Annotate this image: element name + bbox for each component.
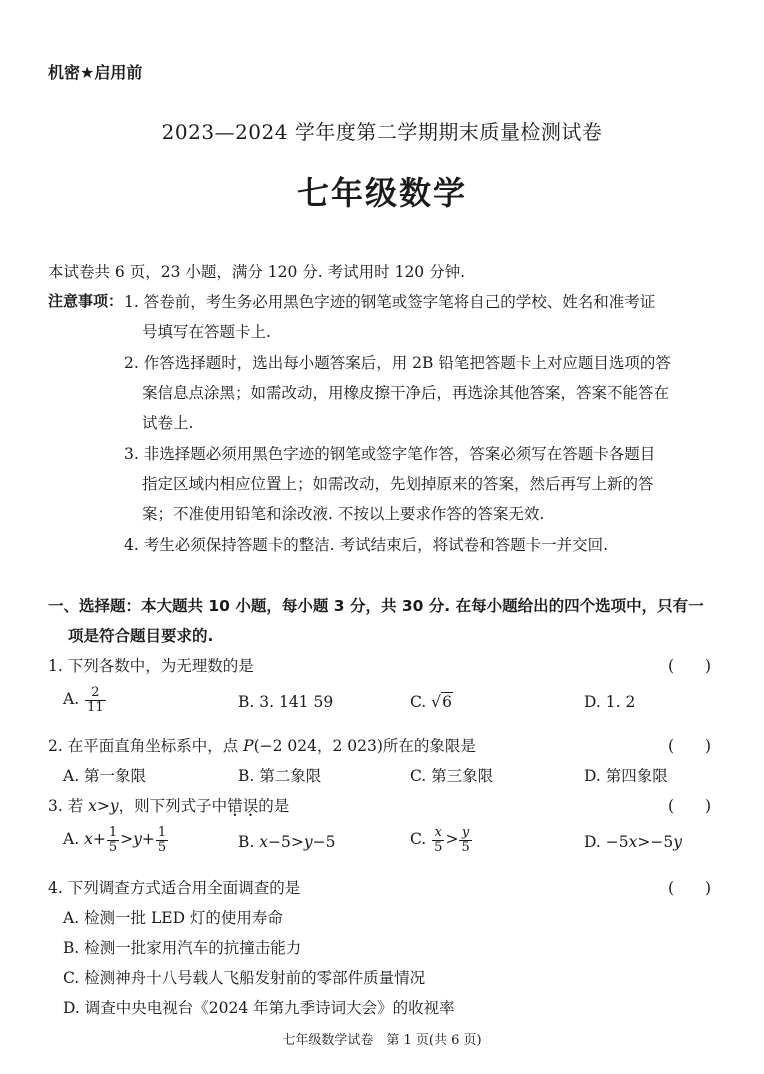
exam-intro: 本试卷共 6 页，23 小题，满分 120 分. 考试用时 120 分钟.	[48, 263, 466, 281]
answer-paren: ( )	[668, 797, 712, 815]
fraction: $\frac{1}{5}$	[157, 825, 167, 855]
question-4-stem: 4. 下列调查方式适合用全面调查的是	[48, 879, 301, 897]
note-line: 4. 考生必须保持答题卡的整洁. 考试结束后，将试卷和答题卡一并交回.	[124, 536, 608, 554]
q1-option-a: A. $\frac{2}{11}$	[63, 685, 104, 715]
q2-option-c: C. 第三象限	[410, 767, 494, 785]
confidential-mark: 机密★启用前	[48, 63, 143, 82]
q4-option-d: D. 调查中央电视台《2024 年第九季诗词大会》的收视率	[63, 999, 455, 1017]
fraction: $\frac{x}{5}$	[434, 825, 443, 855]
q3-option-b: B. x−5>y−5	[238, 833, 336, 851]
q3-option-d: D. −5x>−5y	[584, 833, 682, 851]
q4-option-c: C. 检测神舟十八号载人飞船发射前的零部件质量情况	[63, 969, 426, 987]
notes-label: 注意事项：	[48, 292, 124, 310]
q1-option-c: C. √6	[410, 693, 452, 711]
note-line: 2. 作答选择题时，选出每小题答案后，用 2B 铅笔把答题卡上对应题目选项的答	[124, 354, 671, 372]
q3-option-a: A. x+ $\frac{1}{5}$ >y+ $\frac{1}{5}$	[63, 825, 167, 855]
answer-paren: ( )	[668, 737, 712, 755]
question-3-stem: 3. 若 x>y，则下列式子中错误的是	[48, 797, 290, 815]
q3-option-c: C. $\frac{x}{5}$ > $\frac{y}{5}$	[410, 825, 470, 855]
q2-option-d: D. 第四象限	[584, 767, 668, 785]
note-line: 指定区域内相应位置上；如需改动，先划掉原来的答案，然后再写上新的答	[142, 475, 654, 493]
fraction: $\frac{1}{5}$	[108, 825, 118, 855]
note-line: 案；不准使用铅笔和涂改液. 不按以上要求作答的答案无效.	[142, 505, 545, 523]
question-2-stem: 2. 在平面直角坐标系中，点 P(−2 024，2 023)所在的象限是	[48, 737, 476, 755]
sqrt-symbol: √6	[431, 693, 452, 711]
q2-option-b: B. 第二象限	[238, 767, 322, 785]
note-line: 号填写在答题卡上.	[142, 323, 271, 341]
subject-title: 七年级数学	[296, 174, 467, 212]
page-footer: 七年级数学试卷 第 1 页(共 6 页)	[282, 1033, 482, 1048]
fraction: $\frac{2}{11}$	[87, 685, 104, 715]
note-line: 3. 非选择题必须用黑色字迹的钢笔或签字笔作答，答案必须写在答题卡各题目	[124, 445, 656, 463]
fraction: $\frac{y}{5}$	[461, 825, 470, 855]
q1-option-d: D. 1. 2	[584, 693, 636, 711]
section-heading: 一、选择题：本大题共 10 小题，每小题 3 分，共 30 分. 在每小题给出的四个选项中，只有一	[48, 597, 704, 615]
section-heading-cont: 项是符合题目要求的.	[68, 627, 214, 645]
answer-paren: ( )	[668, 657, 712, 675]
q4-option-a: A. 检测一批 LED 灯的使用寿命	[63, 909, 283, 927]
note-line: 试卷上.	[142, 414, 194, 432]
q4-option-b: B. 检测一批家用汽车的抗撞击能力	[63, 939, 302, 957]
question-1-stem: 1. 下列各数中，为无理数的是	[48, 657, 254, 675]
answer-paren: ( )	[668, 879, 712, 897]
exam-title: 2023—2024 学年度第二学期期末质量检测试卷	[161, 120, 603, 144]
q2-option-a: A. 第一象限	[63, 767, 147, 785]
q1-option-b: B. 3. 141 59	[238, 693, 334, 711]
note-line: 1. 答卷前，考生务必用黑色字迹的钢笔或签字笔将自己的学校、姓名和准考证	[124, 293, 656, 311]
note-line: 案信息点涂黑；如需改动，用橡皮擦干净后，再选涂其他答案，答案不能答在	[142, 384, 670, 402]
